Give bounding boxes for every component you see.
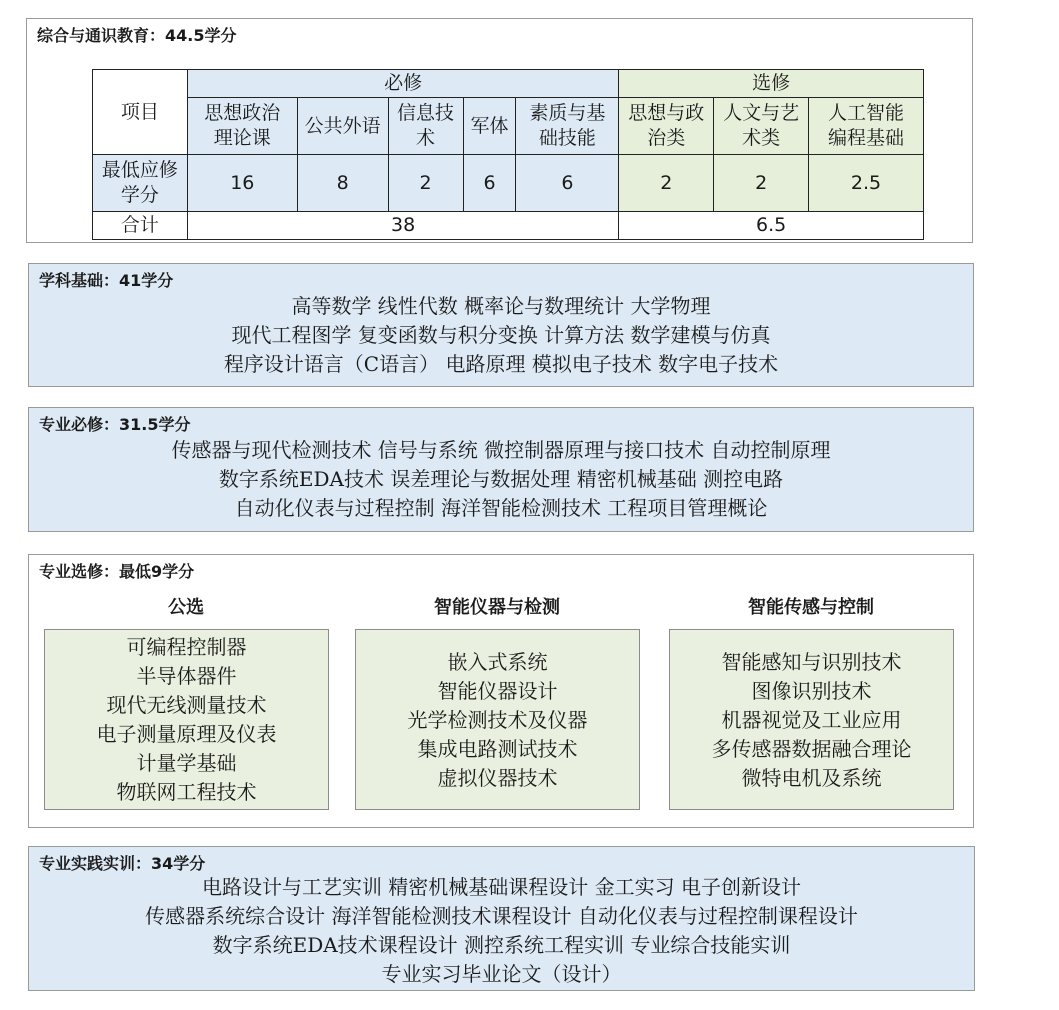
credit-value: 16 — [187, 155, 297, 212]
required-group-header: 必修 — [187, 70, 618, 98]
column-header: 人文与艺 术类 — [714, 98, 809, 155]
course-line: 传感器与现代检测技术 信号与系统 微控制器原理与接口技术 自动控制原理 — [171, 438, 831, 462]
major-required-panel — [28, 407, 974, 532]
credit-value: 2 — [714, 155, 809, 212]
practice-panel — [28, 846, 975, 991]
credit-value: 6 — [463, 155, 516, 212]
credit-value: 2 — [619, 155, 714, 212]
general-education-title: 综合与通识教育：44.5学分 — [37, 26, 237, 45]
credit-value: 2.5 — [809, 155, 924, 212]
foundation-course-list — [29, 292, 973, 379]
group-title-instrument: 智能仪器与检测 — [434, 597, 560, 618]
course-line: 传感器系统综合设计 海洋智能检测技术课程设计 自动化仪表与过程控制课程设计 — [145, 904, 858, 928]
course-line: 自动化仪表与过程控制 海洋智能检测技术 工程项目管理概论 — [234, 496, 768, 520]
required-total: 38 — [187, 212, 618, 240]
course-item: 现代无线测量技术 — [106, 693, 267, 717]
column-header: 军体 — [463, 98, 516, 155]
credit-table — [92, 69, 924, 240]
group-box-sensing — [669, 629, 954, 810]
course-item: 多传感器数据融合理论 — [711, 737, 912, 761]
credit-value: 2 — [388, 155, 463, 212]
column-header: 素质与基 础技能 — [516, 98, 619, 155]
foundation-panel — [28, 263, 974, 387]
practice-course-list — [29, 873, 974, 989]
major-required-course-list — [29, 436, 973, 523]
course-item: 图像识别技术 — [751, 679, 872, 703]
course-item: 智能感知与识别技术 — [721, 650, 902, 674]
course-item: 半导体器件 — [136, 664, 237, 688]
column-header: 思想政治 理论课 — [187, 98, 297, 155]
course-line: 高等数学 线性代数 概率论与数理统计 大学物理 — [291, 294, 711, 318]
column-header: 思想与政 治类 — [619, 98, 714, 155]
column-header: 信息技 术 — [388, 98, 463, 155]
course-line: 专业实习毕业论文（设计） — [381, 962, 622, 986]
major-required-title: 专业必修：31.5学分 — [39, 415, 191, 434]
course-line: 现代工程图学 复变函数与积分变换 计算方法 数学建模与仿真 — [231, 323, 771, 347]
practice-title: 专业实践实训：34学分 — [39, 854, 206, 873]
course-item: 虚拟仪器技术 — [437, 766, 558, 790]
general-education-panel — [26, 18, 973, 243]
credit-value: 8 — [297, 155, 388, 212]
course-item: 机器视觉及工业应用 — [721, 708, 902, 732]
course-line: 数字系统EDA技术 误差理论与数据处理 精密机械基础 测控电路 — [218, 467, 784, 491]
group-title-sensing: 智能传感与控制 — [748, 597, 874, 618]
course-item: 计量学基础 — [136, 751, 237, 775]
major-elective-panel — [28, 554, 974, 828]
total-label: 合计 — [93, 212, 188, 240]
min-credit-label: 最低应修 学分 — [93, 155, 188, 212]
elective-group-header: 选修 — [619, 70, 924, 98]
group-title-general: 公选 — [168, 597, 204, 618]
column-header: 公共外语 — [297, 98, 388, 155]
column-header: 人工智能 编程基础 — [809, 98, 924, 155]
group-box-general — [44, 629, 329, 810]
group-box-instrument — [355, 629, 640, 810]
course-item: 物联网工程技术 — [116, 780, 257, 804]
course-line: 程序设计语言（C语言） 电路原理 模拟电子技术 数字电子技术 — [223, 352, 779, 376]
credit-value: 6 — [516, 155, 619, 212]
major-elective-title: 专业选修：最低9学分 — [39, 562, 195, 581]
course-item: 可编程控制器 — [126, 635, 247, 659]
course-line: 电路设计与工艺实训 精密机械基础课程设计 金工实习 电子创新设计 — [201, 875, 802, 899]
course-item: 智能仪器设计 — [437, 679, 558, 703]
foundation-title: 学科基础：41学分 — [39, 271, 174, 290]
elective-total: 6.5 — [619, 212, 924, 240]
course-item: 光学检测技术及仪器 — [407, 708, 588, 732]
course-item: 微特电机及系统 — [741, 766, 882, 790]
course-item: 嵌入式系统 — [447, 650, 548, 674]
course-item: 电子测量原理及仪表 — [96, 722, 277, 746]
course-item: 集成电路测试技术 — [417, 737, 578, 761]
course-line: 数字系统EDA技术课程设计 测控系统工程实训 专业综合技能实训 — [212, 933, 791, 957]
row-header-cell: 项目 — [93, 70, 188, 155]
